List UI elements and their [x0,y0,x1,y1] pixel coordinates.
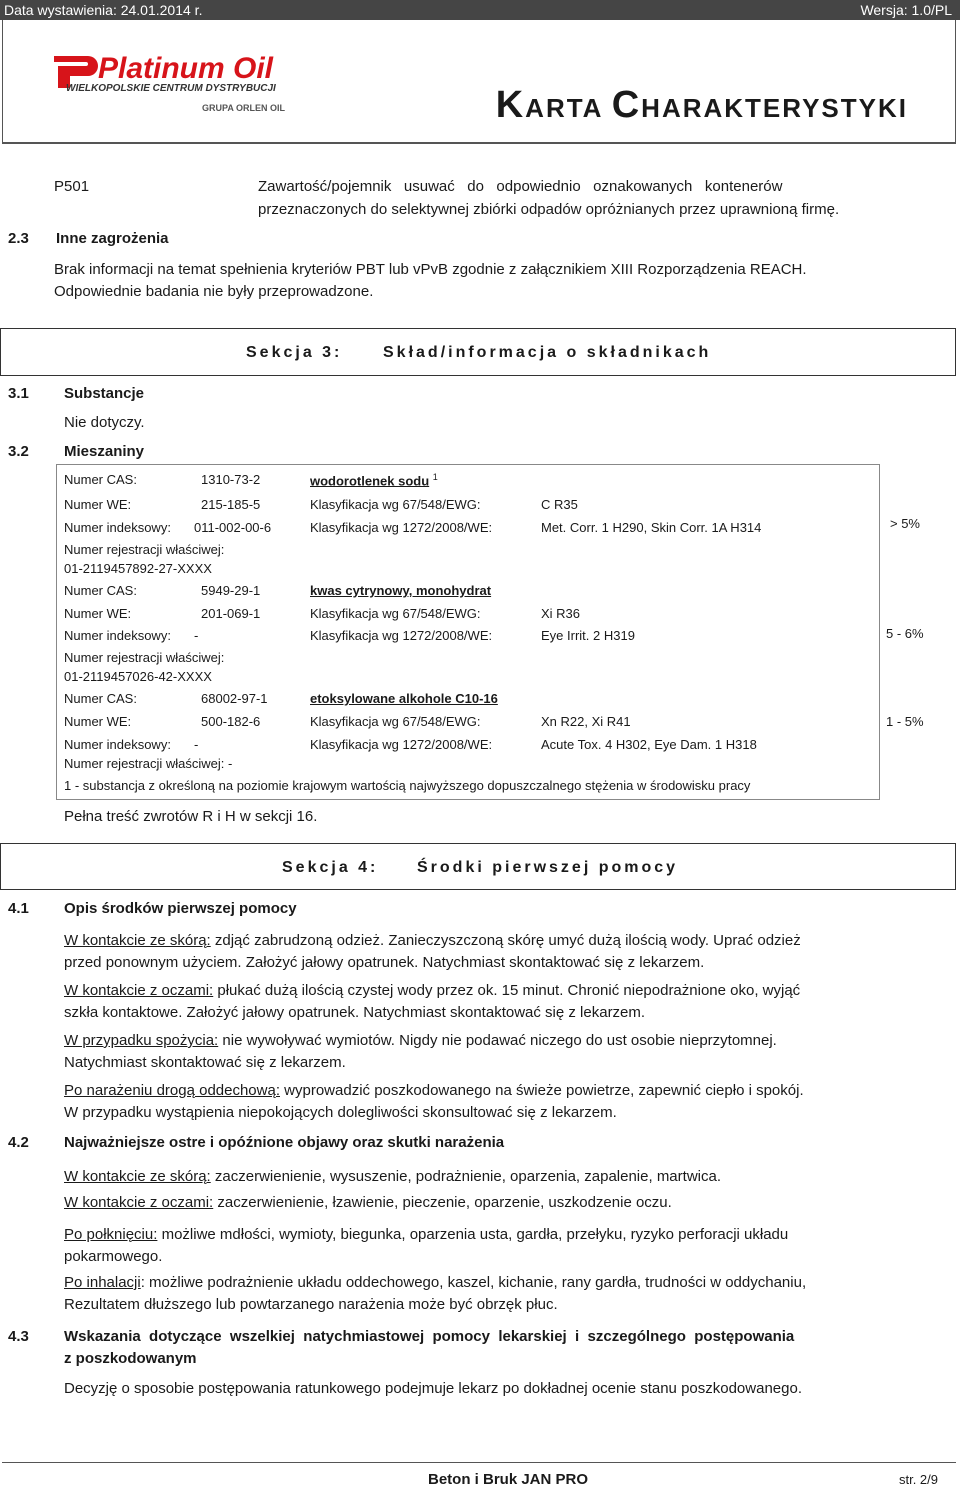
first-aid-ingestion: W przypadku spożycia: nie wywoływać wymiotów. Nigdy nie podawać niczego do ust osobie nieprzytomnej. Natychmiast skontaktować się z lekarzem. [64,1032,777,1071]
component-cls2-value: Eye Irrit. 2 H319 [541,628,635,643]
component-cls2-value: Acute Tox. 4 H302, Eye Dam. 1 H318 [541,737,757,752]
first-aid-eyes: W kontakcie z oczami: płukać dużą ilością czystej wody przez ok. 15 minut. Chronić niepodrażnione oko, wyjąć szkła kontaktowe. Założyć jałowy opatrunek. Natychmiast skontaktować się z lekarzem. [64,982,801,1021]
component-cls2-value: Met. Corr. 1 H290, Skin Corr. 1A H314 [541,520,762,535]
section-4-3-text: Decyzję o sposobie postępowania ratunkowego podejmuje lekarz po dokładnej ocenie stanu poszkodowanego. [64,1380,802,1397]
component-reg-label: Numer rejestracji właściwej: - [64,756,233,771]
section-2-3-line1: Brak informacji na temat spełnienia kryteriów PBT lub vPvB zgodnie z załącznikiem XIII Rozporządzenia REACH. [54,261,807,278]
component-name: etoksylowane alkohole C10-16 [310,691,498,706]
section-3-2-number: 3.2 [8,443,29,460]
footer-page-number: str. 2/9 [898,1472,938,1487]
component-we-value: 500-182-6 [201,714,261,729]
footer-product: Beton i Bruk JAN PRO [428,1471,589,1488]
component-name: wodorotlenek sodu $^1$ [310,472,438,489]
component-cls2-label: Klasyfikacja wg 1272/2008/WE: [310,520,493,535]
component-cas-value: 1310-73-2 [201,472,261,487]
section-2-3-title: Inne zagrożenia [56,230,169,247]
component-concentration: > 5% [890,516,920,531]
symptom-skin: W kontakcie ze skórą: zaczerwienienie, wysuszenie, podrażnienie, oparzenia, zapalenie, martwica. [64,1168,721,1185]
component-cls1-label: Klasyfikacja wg 67/548/EWG: [310,714,481,729]
section-2-3-line2: Odpowiednie badania nie były przeprowadzone. [54,283,374,300]
component-cas-label: Numer CAS: [64,691,137,706]
component-reg-value: 01-2119457892-27-XXXX [64,561,212,576]
section-4-1-title: Opis środków pierwszej pomocy [64,900,297,917]
component-cls1-label: Klasyfikacja wg 67/548/EWG: [310,497,481,512]
symptom-inhalation: Po inhalacji: możliwe podrażnienie układu oddechowego, kaszel, kichanie, rany gardła, trudności w oddychaniu, Rezultatem dłuższego lub powtarzanego narażenia może być obrzęk płuc. [64,1274,807,1313]
component-index-value: 011-002-00-6 [194,520,272,535]
section-4-3-title-line1: Wskazania dotyczące wszelkiej natychmiastowej pomocy lekarskiej i szczególnego postępowania [64,1328,795,1345]
section-4-2-title: Najważniejsze ostre i opóźnione objawy oraz skutki narażenia [64,1134,505,1151]
section-3-note: Pełna treść zwrotów R i H w sekcji 16. [64,808,318,825]
component-we-label: Numer WE: [64,606,132,621]
first-aid-inhalation: Po narażeniu drogą oddechową: wyprowadzić poszkodowanego na świeże powietrze, zapewnić ciepło i spokój. W przypadku wystąpienia niepokojących dolegliwości skonsultować się z lekarzem. [64,1082,804,1121]
section-4-3-title-line2: z poszkodowanym [64,1350,197,1367]
platinum-oil-logo [52,46,302,121]
component-cas-value: 68002-97-1 [201,691,268,706]
logo-brand-text: Platinum Oil [98,52,274,85]
component-cls1-value: Xi R36 [541,606,581,621]
symptom-eyes: W kontakcie z oczami: zaczerwienienie, łzawienie, pieczenie, oparzenie, uszkodzenie oczu. [64,1194,672,1211]
section-3-1-number: 3.1 [8,385,29,402]
section-3-2-title: Mieszaniny [64,443,145,460]
component-we-value: 201-069-1 [201,606,261,621]
issue-date: Data wystawienia: 24.01.2014 r. [4,2,203,18]
component-we-value: 215-185-5 [201,497,261,512]
symptom-swallowing: Po połknięciu: możliwe mdłości, wymioty, biegunka, oparzenia usta, gardła, przełyku, ryzyko perforacji układu pokarmowego. [64,1226,789,1265]
section-4-title: Środki pierwszej pomocy [417,859,679,876]
first-aid-skin: W kontakcie ze skórą: zdjąć zabrudzoną odzież. Zanieczyszczoną skórę umyć dużą ilością wody. Uprać odzież przed ponownym użyciem. Założyć jałowy opatrunek. Natychmiast skontaktować się z lekarzem. [64,932,801,971]
table-footnote: 1 - substancja z określoną na poziomie krajowym wartością najwyższego dopuszczalnego stężenia w środowisku pracy [64,778,751,793]
section-2-3-number: 2.3 [8,230,29,247]
component-index-label: Numer indeksowy: [64,520,171,535]
component-cls1-value: Xn R22, Xi R41 [541,714,631,729]
section-3-title: Skład/informacja o składnikach [383,344,712,361]
component-reg-value: 01-2119457026-42-XXXX [64,669,212,684]
section-3-label: Sekcja 3: [246,344,343,361]
section-4-3-number: 4.3 [8,1328,29,1345]
component-we-label: Numer WE: [64,497,132,512]
component-cas-label: Numer CAS: [64,583,137,598]
component-cls2-label: Klasyfikacja wg 1272/2008/WE: [310,737,493,752]
section-4-1-number: 4.1 [8,900,29,917]
p501-code: P501 [54,178,90,195]
component-name: kwas cytrynowy, monohydrat [310,583,492,598]
p501-line1: Zawartość/pojemnik usuwać do odpowiednio oznakowanych kontenerów [258,178,783,195]
section-4-2-number: 4.2 [8,1134,29,1151]
p501-line2: przeznaczonych do selektywnej zbiórki odpadów opróżnianych przez uprawnioną firmę. [258,201,840,218]
section-3-1-text: Nie dotyczy. [64,414,145,431]
component-index-value: - [194,737,199,752]
component-reg-label: Numer rejestracji właściwej: [64,542,225,557]
section-3-1-title: Substancje [64,385,145,402]
component-cls1-label: Klasyfikacja wg 67/548/EWG: [310,606,481,621]
version-label: Wersja: 1.0/PL [860,2,952,18]
component-index-label: Numer indeksowy: [64,628,171,643]
document-title: KARTA CHARAKTERYSTYKI [495,84,908,126]
component-we-label: Numer WE: [64,714,132,729]
section-4-label: Sekcja 4: [282,859,379,876]
footer-rule [2,1462,956,1463]
component-index-value: - [194,628,199,643]
component-cas-value: 5949-29-1 [201,583,261,598]
component-cls1-value: C R35 [541,497,578,512]
logo-group-text: GRUPA ORLEN OIL [202,103,285,113]
header-bar [0,0,960,20]
component-concentration: 1 - 5% [886,714,924,729]
component-index-label: Numer indeksowy: [64,737,171,752]
component-cas-label: Numer CAS: [64,472,137,487]
component-concentration: 5 - 6% [886,626,924,641]
component-cls2-label: Klasyfikacja wg 1272/2008/WE: [310,628,493,643]
logo-tagline-text: WIELKOPOLSKIE CENTRUM DYSTRYBUCJI [66,83,276,94]
component-reg-label: Numer rejestracji właściwej: [64,650,225,665]
